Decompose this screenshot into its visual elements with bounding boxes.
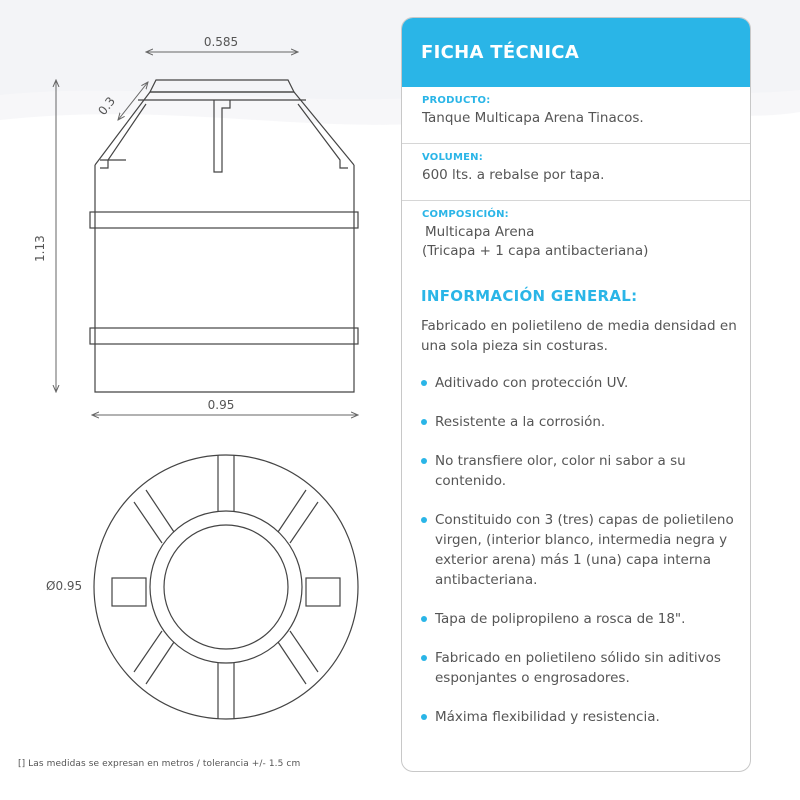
spec-card <box>401 17 751 772</box>
spec-label-volume: VOLUMEN: <box>422 152 483 163</box>
spec-label-product: PRODUCTO: <box>422 95 491 106</box>
spec-row-volume <box>402 144 750 201</box>
bullet-icon <box>421 517 427 523</box>
footnote: [] Las medidas se expresan en metros / tolerancia +/- 1.5 cm <box>18 759 301 769</box>
tank-side-view <box>90 80 358 392</box>
dim-base-diameter: Ø0.95 <box>46 579 83 593</box>
spec-value-volume: 600 lts. a rebalse por tapa. <box>422 167 605 183</box>
spec-value-composition <box>422 223 738 261</box>
spec-value-composition-line-1: Multicapa Arena <box>425 224 535 240</box>
bullet-icon <box>421 714 427 720</box>
card-title: FICHA TÉCNICA <box>421 42 580 63</box>
feature-item: Fabricado en polietileno sólido sin aditivos esponjantes o engrosadores. <box>421 648 738 688</box>
feature-item: Constituido con 3 (tres) capas de polietileno virgen, (interior blanco, intermedia negra y exterior arena) más 1 (una) capa interna antibacteriana. <box>421 510 738 590</box>
bullet-icon <box>421 458 427 464</box>
bullet-icon <box>421 655 427 661</box>
feature-item: Máxima flexibilidad y resistencia. <box>421 707 738 727</box>
tank-top-view <box>94 455 358 719</box>
dim-body-width: 0.95 <box>207 398 235 412</box>
spec-value-product: Tanque Multicapa Arena Tinacos. <box>422 110 644 126</box>
card-header <box>402 18 750 87</box>
feature-item: No transfiere olor, color ni sabor a su contenido. <box>421 451 738 491</box>
bullet-icon <box>421 380 427 386</box>
spec-row-product <box>402 87 750 144</box>
feature-item: Resistente a la corrosión. <box>421 412 738 432</box>
dim-height: 1.13 <box>33 235 47 262</box>
general-info <box>402 271 750 727</box>
dim-top-width: 0.585 <box>203 35 239 49</box>
general-info-title: INFORMACIÓN GENERAL: <box>421 287 638 305</box>
general-info-description: Fabricado en polietileno de media densidad en una sola pieza sin costuras. <box>421 318 737 354</box>
feature-list <box>421 373 738 727</box>
spec-row-composition <box>402 201 750 271</box>
spec-value-composition-line-2: (Tricapa + 1 capa antibacteriana) <box>422 243 649 259</box>
bullet-icon <box>421 419 427 425</box>
spec-label-composition: COMPOSICIÓN: <box>422 209 509 220</box>
bullet-icon <box>421 616 427 622</box>
dim-lid-offset: 0.3 <box>95 94 119 118</box>
feature-item: Tapa de polipropileno a rosca de 18". <box>421 609 738 629</box>
feature-item: Aditivado con protección UV. <box>421 373 738 393</box>
